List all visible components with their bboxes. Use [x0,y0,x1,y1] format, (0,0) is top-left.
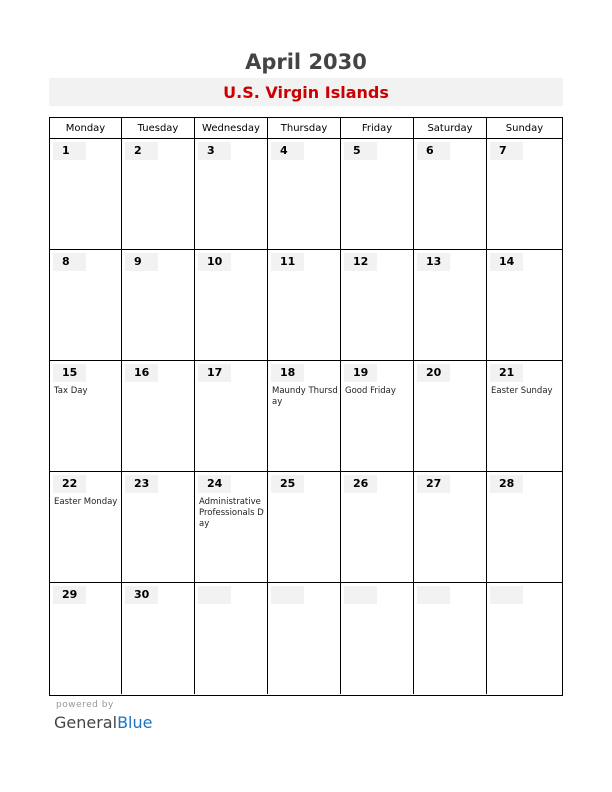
day-cell[interactable] [341,139,414,250]
day-number: 20 [417,364,450,382]
day-number: 25 [271,475,304,493]
brand-blue: Blue [117,713,153,732]
day-number: 8 [53,253,86,271]
day-number [271,586,304,604]
day-cell[interactable] [195,472,268,583]
weekday-header: Thursday [268,118,341,139]
day-number: 24 [198,475,231,493]
day-cell[interactable] [487,472,562,583]
day-number: 19 [344,364,377,382]
day-cell[interactable] [50,472,122,583]
day-number [198,586,231,604]
day-cell[interactable] [195,361,268,472]
day-cell[interactable] [122,583,195,694]
day-number: 11 [271,253,304,271]
day-number: 7 [490,142,523,160]
day-cell[interactable] [195,250,268,361]
day-number: 22 [53,475,86,493]
day-number: 13 [417,253,450,271]
day-cell[interactable] [50,583,122,694]
day-number: 26 [344,475,377,493]
day-cell[interactable] [50,361,122,472]
region-subtitle: U.S. Virgin Islands [223,83,389,102]
day-number: 30 [125,586,158,604]
day-cell[interactable] [414,361,487,472]
weekday-header: Tuesday [122,118,195,139]
day-number: 21 [490,364,523,382]
day-cell[interactable] [268,139,341,250]
day-number [490,586,523,604]
weekday-header: Monday [50,118,122,139]
day-cell[interactable] [50,250,122,361]
day-number: 10 [198,253,231,271]
day-number: 15 [53,364,86,382]
holiday-label: Easter Monday [54,497,118,507]
subtitle-bar [49,78,563,106]
day-cell[interactable] [487,583,562,694]
day-number: 4 [271,142,304,160]
weekday-header: Wednesday [195,118,268,139]
day-cell[interactable] [195,583,268,694]
day-cell[interactable] [487,361,562,472]
generalblue-logo[interactable] [54,713,152,732]
day-cell[interactable] [195,139,268,250]
day-number: 18 [271,364,304,382]
weekday-header: Saturday [414,118,487,139]
day-cell[interactable] [268,583,341,694]
day-cell[interactable] [487,139,562,250]
day-cell[interactable] [414,583,487,694]
day-number: 2 [125,142,158,160]
day-cell[interactable] [268,472,341,583]
day-number: 29 [53,586,86,604]
weekday-header: Friday [341,118,414,139]
weekday-header: Sunday [487,118,562,139]
powered-by-text: powered by [56,700,114,710]
day-number: 5 [344,142,377,160]
day-cell[interactable] [341,583,414,694]
day-number: 3 [198,142,231,160]
day-number [417,586,450,604]
page-title: April 2030 [245,50,367,74]
day-number: 16 [125,364,158,382]
day-number: 27 [417,475,450,493]
day-cell[interactable] [414,139,487,250]
brand-general: General [54,713,118,732]
day-cell[interactable] [487,250,562,361]
day-number: 6 [417,142,450,160]
day-number [344,586,377,604]
day-cell[interactable] [122,361,195,472]
day-cell[interactable] [50,139,122,250]
day-number: 12 [344,253,377,271]
day-number: 9 [125,253,158,271]
holiday-label: Tax Day [54,386,88,396]
day-cell[interactable] [414,472,487,583]
day-number: 17 [198,364,231,382]
day-cell[interactable] [341,361,414,472]
day-cell[interactable] [341,472,414,583]
day-cell[interactable] [122,250,195,361]
day-cell[interactable] [268,250,341,361]
day-number: 28 [490,475,523,493]
holiday-label: Administrative Professionals Day [199,497,264,529]
holiday-label: Maundy Thursday [272,386,338,407]
day-number: 14 [490,253,523,271]
day-cell[interactable] [122,472,195,583]
calendar-grid [49,117,563,696]
day-cell[interactable] [122,139,195,250]
day-number: 23 [125,475,158,493]
holiday-label: Good Friday [345,386,396,396]
holiday-label: Easter Sunday [491,386,553,396]
day-number: 1 [53,142,86,160]
day-cell[interactable] [341,250,414,361]
day-cell[interactable] [414,250,487,361]
day-cell[interactable] [268,361,341,472]
